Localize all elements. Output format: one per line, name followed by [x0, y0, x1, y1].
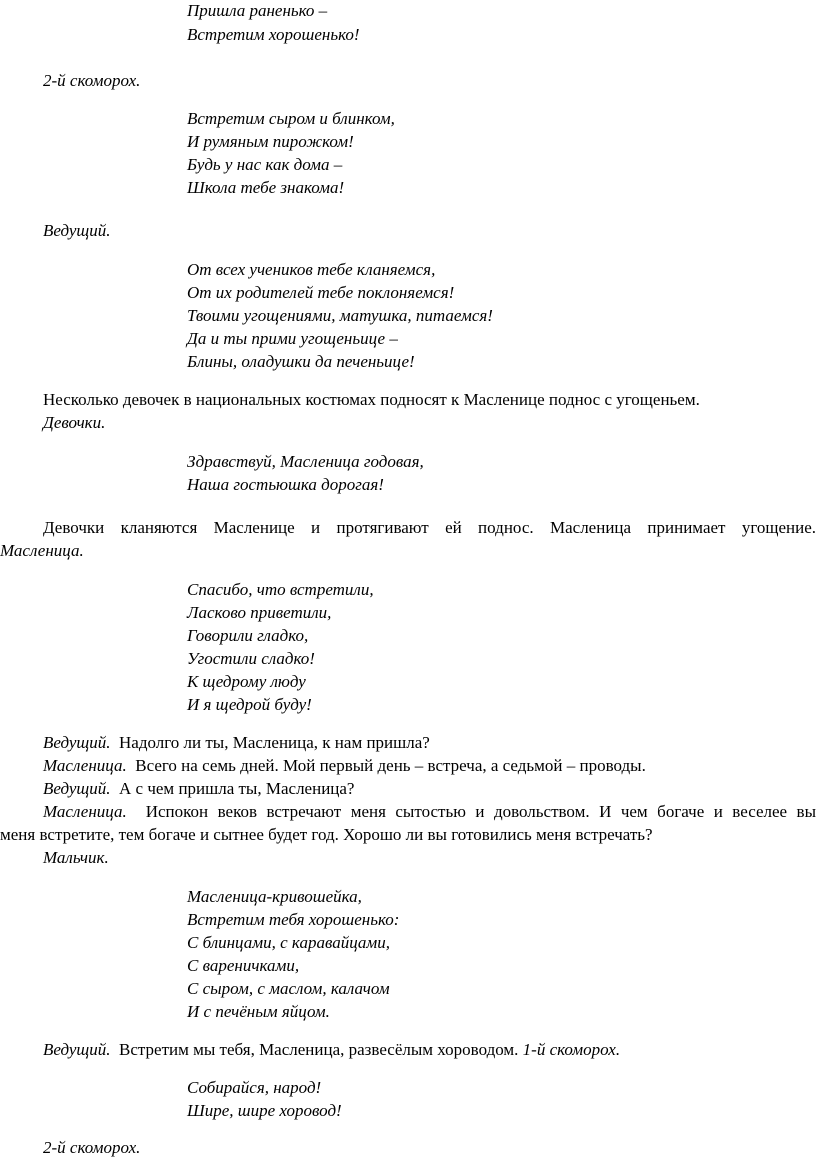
verse-line: Да и ты прими угощеньице – — [187, 329, 398, 348]
verse-line: И румяным пирожком! — [187, 132, 354, 151]
speaker-label: Мальчик. — [43, 848, 109, 867]
verse-line: Твоими угощениями, матушка, питаемся! — [187, 306, 493, 325]
dialogue-text: Надолго ли ты, Масленица, к нам пришла? — [119, 733, 430, 752]
speaker-label: Ведущий. — [43, 221, 111, 240]
verse-line: К щедрому люду — [187, 672, 306, 691]
dialogue-line — [43, 755, 646, 777]
verse-line: Встретим хорошенько! — [187, 25, 360, 44]
verse-line: Школа тебе знакома! — [187, 178, 345, 197]
verse-line: С сыром, с маслом, калачом — [187, 979, 390, 998]
verse-line: Встретим сыром и блинком, — [187, 109, 395, 128]
speaker-label: Ведущий. — [43, 1040, 111, 1059]
speaker-label: 2-й скоморох. — [43, 71, 141, 90]
verse-line: Наша гостьюшка дорогая! — [187, 475, 384, 494]
dialogue-continuation: меня встретите, тем богаче и сытнее будет год. Хорошо ли вы готовились меня встречать? — [0, 825, 653, 844]
verse-line: Здравствуй, Масленица годовая, — [187, 452, 424, 471]
verse-line: От всех учеников тебе кланяемся, — [187, 260, 436, 279]
dialogue-text: Испокон веков встречают меня сытостью и довольством. И чем богаче и веселее вы — [145, 802, 816, 821]
verse-line: С вареничками, — [187, 956, 300, 975]
speaker-label: Масленица. — [0, 541, 84, 560]
verse-line: С блинцами, с каравайцами, — [187, 933, 391, 952]
verse-line: От их родителей тебе поклоняемся! — [187, 283, 455, 302]
verse-line: Собирайся, народ! — [187, 1078, 322, 1097]
verse-line: Говорили гладко, — [187, 626, 309, 645]
dialogue-text: Всего на семь дней. Мой первый день – встреча, а седьмой – проводы. — [135, 756, 646, 775]
verse-line: Масленица-кривошейка, — [187, 887, 362, 906]
speaker-label: Ведущий. — [43, 733, 111, 752]
verse-line: Ласково приветили, — [187, 603, 332, 622]
verse-line: И с печёным яйцом. — [187, 1002, 330, 1021]
stage-direction: Девочки кланяются Масленице и протягивают ей поднос. Масленица принимает угощение. — [43, 518, 816, 537]
stage-direction: Несколько девочек в национальных костюмах подносят к Масленице поднос с угощеньем. — [43, 390, 700, 409]
verse-line: Пришла раненько – — [187, 1, 328, 20]
verse-line: Блины, оладушки да печеньице! — [187, 352, 415, 371]
verse-line: Будь у нас как дома – — [187, 155, 343, 174]
dialogue-line — [43, 732, 430, 754]
verse-line: Спасибо, что встретили, — [187, 580, 374, 599]
verse-line: Шире, шире хоровод! — [187, 1101, 342, 1120]
speaker-label: Ведущий. — [43, 779, 111, 798]
verse-line: И я щедрой буду! — [187, 695, 312, 714]
speaker-label: Масленица. — [43, 802, 127, 821]
speaker-label: Масленица. — [43, 756, 127, 775]
speaker-label: Девочки. — [43, 413, 106, 432]
dialogue-line — [43, 801, 816, 823]
dialogue-line — [43, 1039, 620, 1061]
dialogue-line — [43, 778, 354, 800]
verse-line: Встретим тебя хорошенько: — [187, 910, 400, 929]
verse-line: Угостили сладко! — [187, 649, 315, 668]
dialogue-text: А с чем пришла ты, Масленица? — [119, 779, 355, 798]
dialogue-text: Встретим мы тебя, Масленица, развесёлым хороводом. — [119, 1040, 519, 1059]
speaker-label: 2-й скоморох. — [43, 1138, 141, 1157]
speaker-label: 1-й скоморох. — [522, 1040, 621, 1059]
